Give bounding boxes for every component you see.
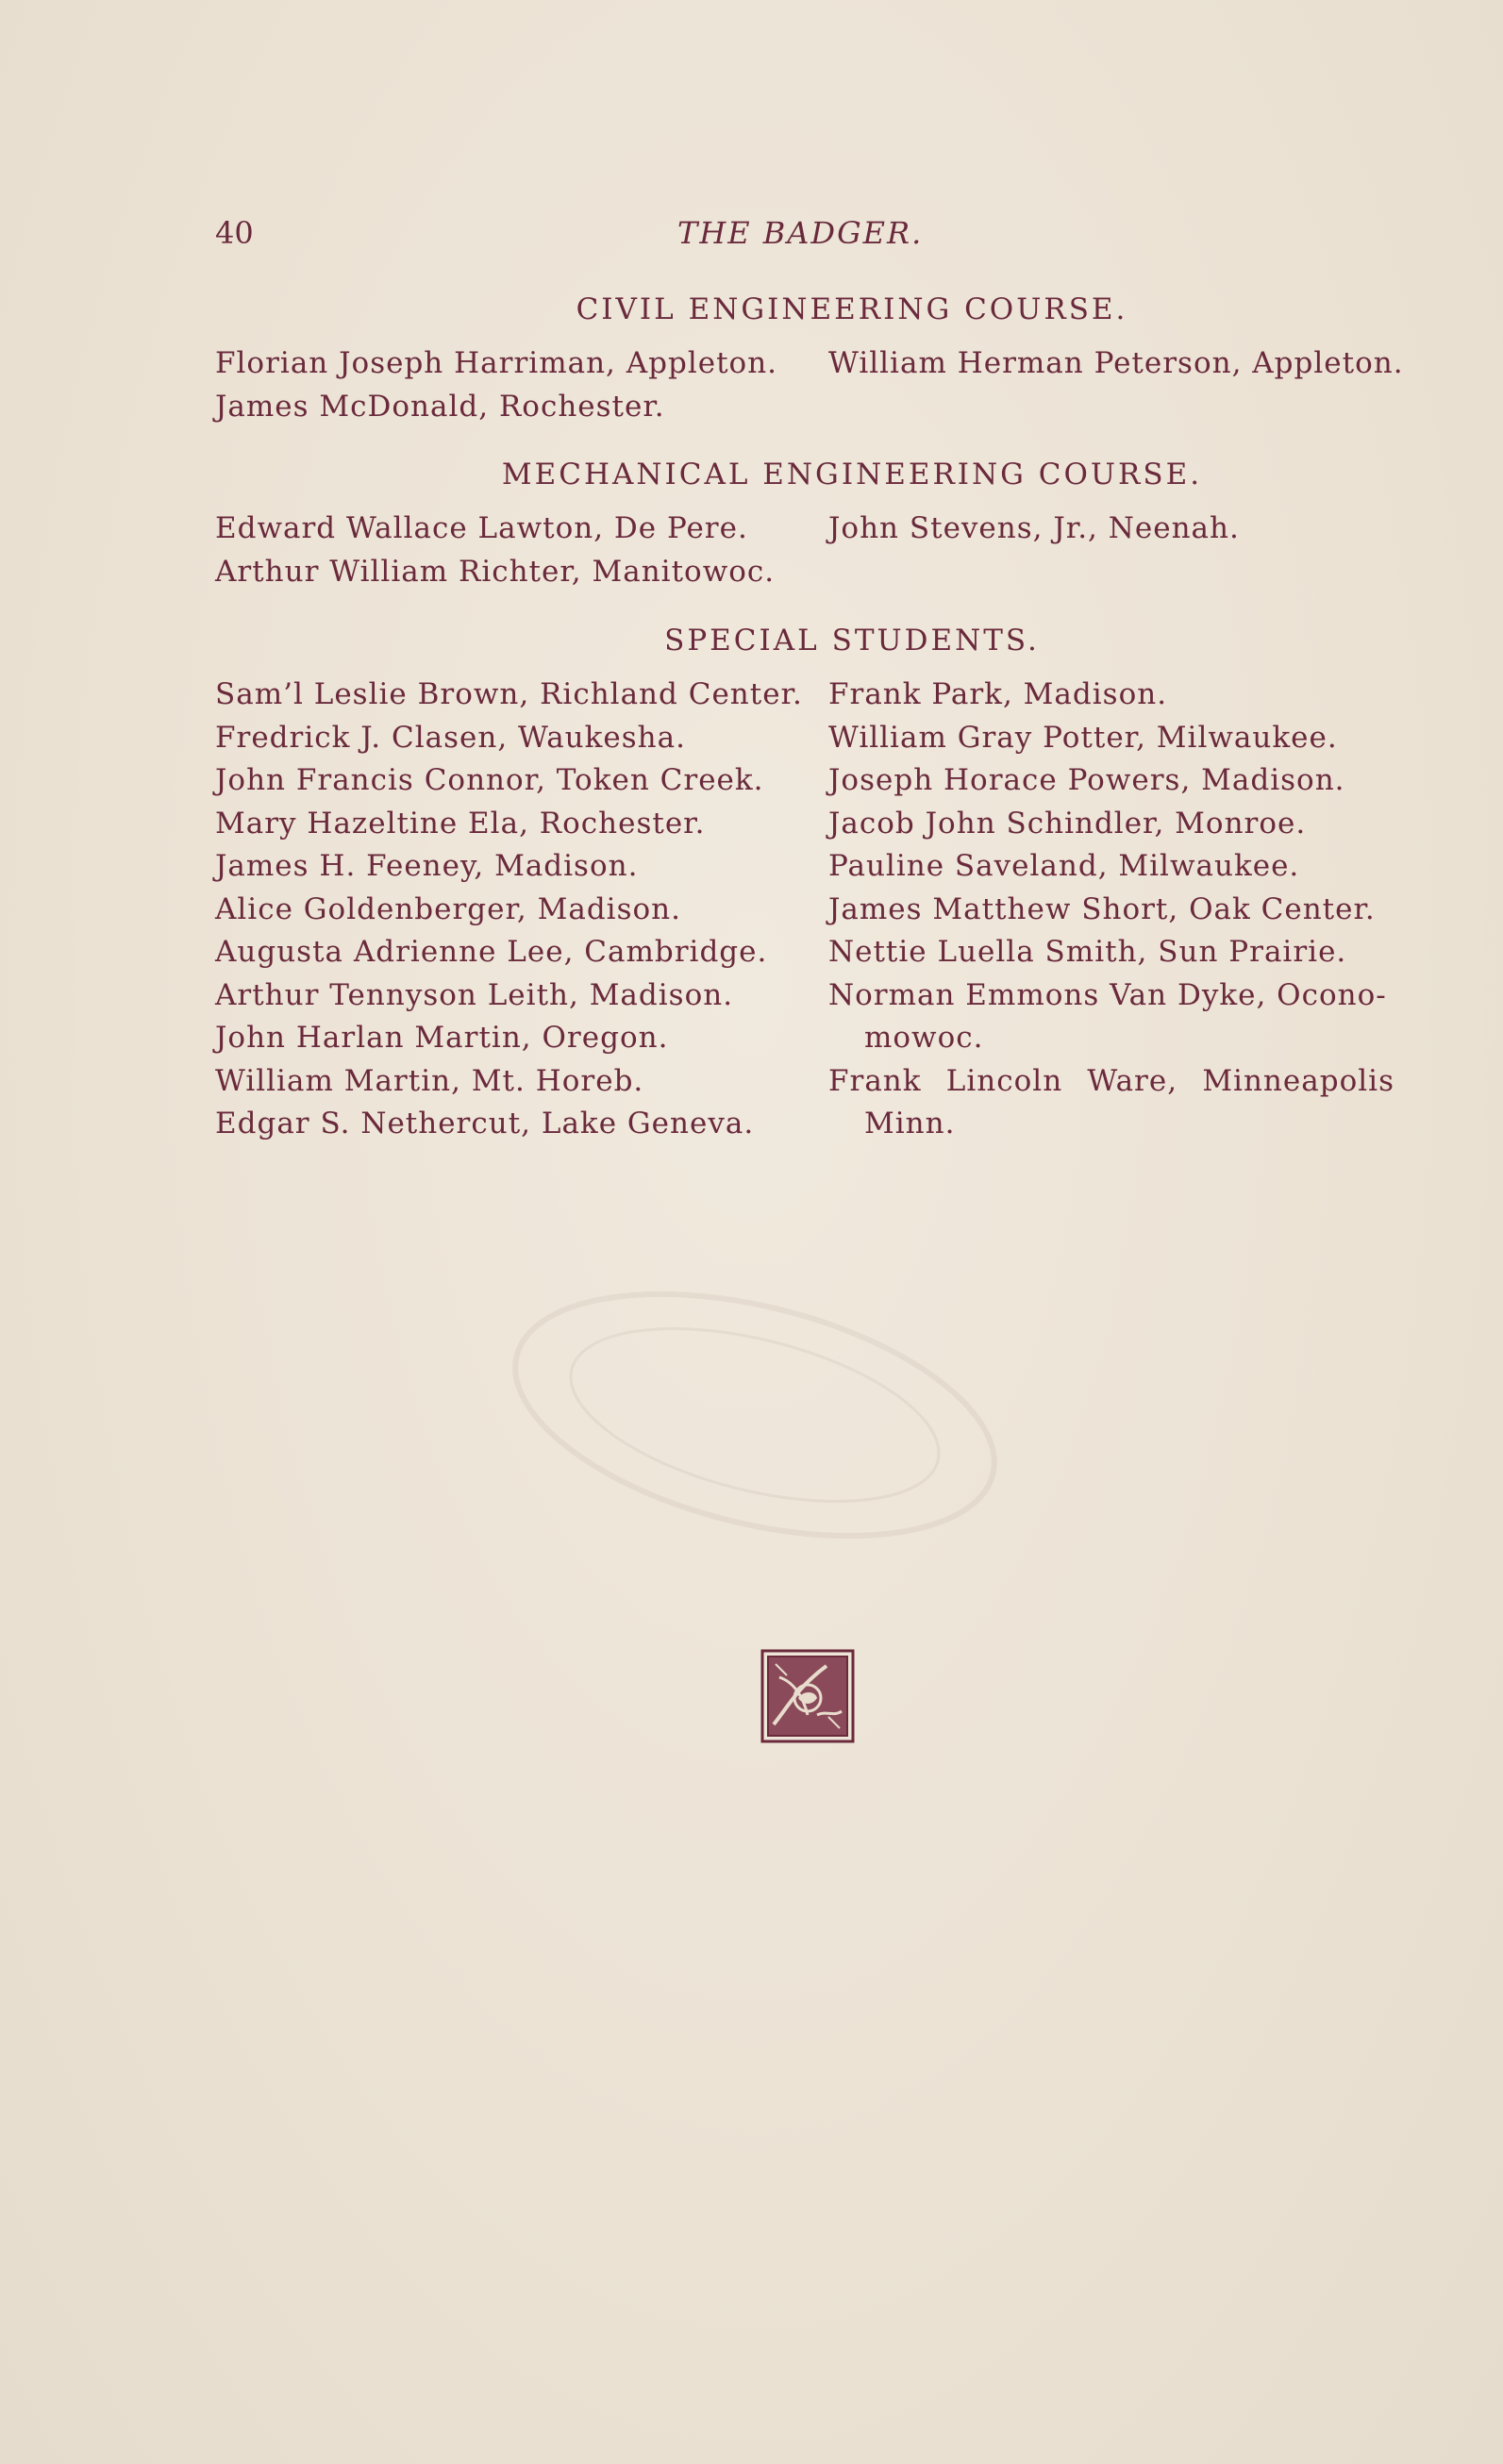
section-heading: SPECIAL STUDENTS.	[664, 624, 1040, 658]
left-column	[215, 674, 819, 1146]
right-column	[828, 342, 1413, 386]
page-number: 40	[215, 215, 254, 251]
list-item: James Matthew Short, Oak Center.	[828, 891, 1376, 926]
right-column	[828, 674, 1413, 1146]
list-item: Arthur Tennyson Leith, Madison.	[215, 977, 734, 1012]
list-item: Nettie Luella Smith, Sun Prairie.	[828, 935, 1347, 969]
word: Lincoln	[945, 1063, 1063, 1098]
list-item	[828, 1060, 1394, 1104]
word: Frank	[828, 1063, 922, 1098]
list-item: Norman Emmons Van Dyke, Ocono-	[828, 977, 1387, 1012]
section-civil-engineering	[215, 288, 1404, 429]
right-column	[828, 508, 1413, 551]
word: Minneapolis	[1202, 1063, 1394, 1098]
list-item: James McDonald, Rochester.	[215, 389, 665, 424]
list-item: Jacob John Schindler, Monroe.	[828, 806, 1307, 841]
list-item: Fredrick J. Clasen, Waukesha.	[215, 720, 686, 755]
list-item: Sam’l Leslie Brown, Richland Center.	[215, 677, 803, 711]
list-item: Mary Hazeltine Ela, Rochester.	[215, 806, 706, 841]
list-item-continuation: mowoc.	[864, 1021, 984, 1055]
list-item: Pauline Saveland, Milwaukee.	[828, 849, 1300, 883]
running-title: THE BADGER.	[677, 215, 924, 251]
section-heading: CIVIL ENGINEERING COURSE.	[576, 292, 1128, 326]
list-item: James H. Feeney, Madison.	[215, 849, 639, 883]
list-item: William Gray Potter, Milwaukee.	[828, 720, 1338, 755]
left-column	[215, 508, 819, 593]
floral-ornament-icon	[760, 1649, 855, 1743]
list-item: William Herman Peterson, Appleton.	[828, 346, 1404, 380]
list-item: William Martin, Mt. Horeb.	[215, 1063, 644, 1098]
section-mechanical-engineering	[215, 453, 1404, 594]
list-item: Florian Joseph Harriman, Appleton.	[215, 346, 778, 380]
section-heading: MECHANICAL ENGINEERING COURSE.	[501, 458, 1203, 491]
list-item: Edward Wallace Lawton, De Pere.	[215, 511, 748, 545]
list-item: John Francis Connor, Token Creek.	[215, 763, 764, 797]
list-item-continuation: Minn.	[864, 1107, 956, 1140]
list-item: Frank Park, Madison.	[828, 677, 1168, 711]
university-seal-icon	[469, 1232, 1041, 1598]
section-special-students	[215, 619, 1404, 1150]
running-head	[215, 215, 1404, 258]
word: Ware,	[1087, 1063, 1178, 1098]
left-column	[215, 342, 819, 428]
list-item: Joseph Horace Powers, Madison.	[828, 763, 1345, 797]
list-item: Augusta Adrienne Lee, Cambridge.	[215, 935, 768, 969]
list-item: Alice Goldenberger, Madison.	[215, 891, 681, 926]
list-item: John Stevens, Jr., Neenah.	[828, 511, 1240, 545]
list-item: John Harlan Martin, Oregon.	[215, 1021, 669, 1055]
list-item: Arthur William Richter, Manitowoc.	[215, 554, 776, 589]
list-item: Edgar S. Nethercut, Lake Geneva.	[215, 1107, 755, 1140]
